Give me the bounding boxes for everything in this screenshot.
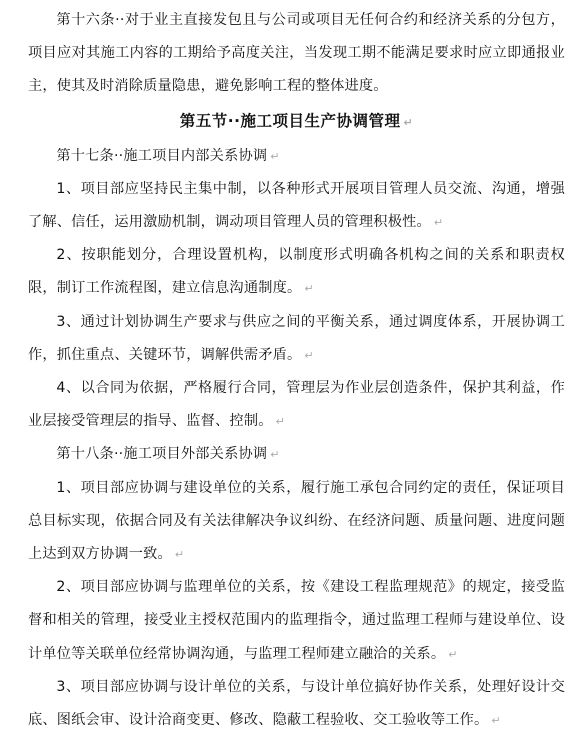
paragraph-mark-icon: ↵ [275, 415, 286, 429]
paragraph-mark-icon: ↵ [448, 647, 458, 661]
article-16-paragraph: 第十六条··对于业主直接发包且与公司或项目无任何合约和经济关系的分包方，项目应对其施工内容的工期给予高度关注，当发现工期不能满足要求时应立即通报业主，使其及时消除质量隐患，避免影响工程的整体进度。 [28, 12, 565, 95]
article-18-item-1: 1、项目部应协调与建设单位的关系，履行施工承包合同约定的责任，保证项目总目标实现，依据合同及有关法律解决争议纠纷、在经济问题、质量问题、进度问题上达到双方协调一致。 ↵ [28, 479, 565, 563]
article-18-item-3: 3、项目部应协调与设计单位的关系，与设计单位搞好协作关系，处理好设计交底、图纸会审、设计洽商变更、修改、隐蔽工程验收、交工验收等工作。 ↵ [28, 678, 565, 729]
article-17-item-4: 4、以合同为依据，严格履行合同，管理层为作业层创造条件，保护其利益，作业层接受管理层的指导、监督、控制。 ↵ [28, 380, 565, 430]
paragraph-mark-icon: ↵ [174, 548, 185, 562]
article-17-title: 第十七条··施工项目内部关系协调 ↵ [56, 147, 280, 164]
section-5-heading: 第五节··施工项目生产协调管理 ↵ [179, 111, 414, 130]
paragraph-mark-icon: ↵ [304, 282, 314, 296]
article-17-item-1: 1、项目部应坚持民主集中制，以各种形式开展项目管理人员交流、沟通，增强了解、信任，运用激励机制，调动项目管理人员的管理积极性。 ↵ [28, 180, 565, 231]
paragraph-mark-icon: ↵ [270, 149, 280, 163]
paragraph-mark-icon: ↵ [304, 348, 314, 362]
paragraph-mark-icon: ↵ [491, 714, 501, 728]
article-18-item-2: 2、项目部应协调与监理单位的关系，按《建设工程监理规范》的规定，接受监督和相关的管理，接受业主授权范围内的监理指令，通过监理工程师与建设单位、设计单位等关联单位经常协调沟通，与监理工程师建立融洽的关系。 ↵ [28, 579, 565, 662]
article-17-item-2: 2、按职能划分，合理设置机构，以制度形式明确各机构之间的关系和职责权限，制订工作流程图，建立信息沟通制度。 ↵ [28, 247, 565, 297]
paragraph-mark-icon: ↵ [403, 115, 414, 129]
article-18-title: 第十八条··施工项目外部关系协调 ↵ [56, 446, 280, 463]
paragraph-mark-icon: ↵ [433, 216, 444, 230]
paragraph-mark-icon: ↵ [270, 448, 280, 462]
article-17-item-3: 3、通过计划协调生产要求与供应之间的平衡关系，通过调度体系，开展协调工作，抓住重点、关键环节，调解供需矛盾。 ↵ [28, 313, 565, 363]
